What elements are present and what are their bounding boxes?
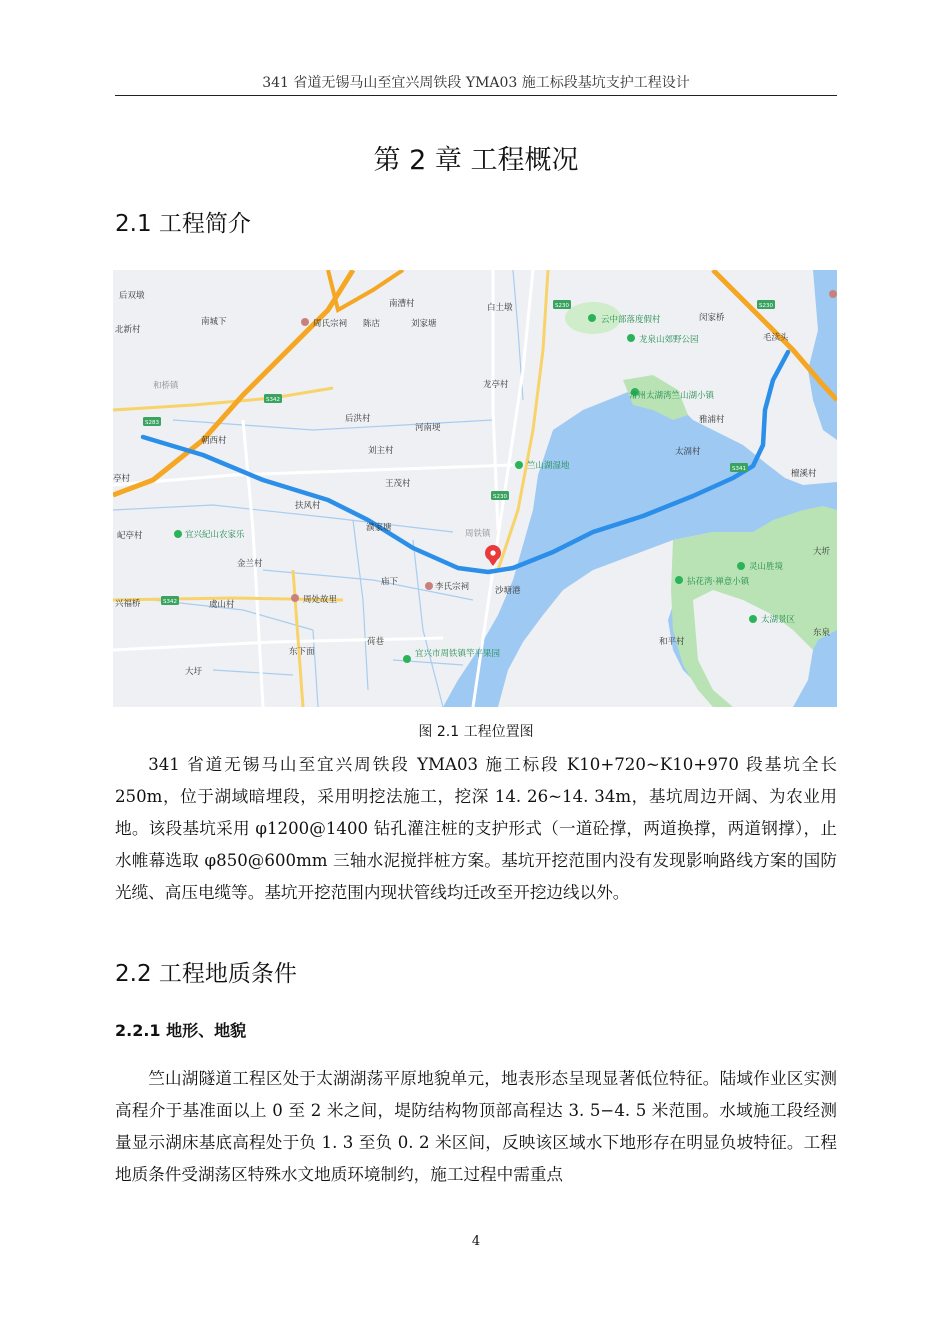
running-header: 341 省道无锡马山至宜兴周铁段 YMA03 施工标段基坑支护工程设计 <box>262 75 690 91</box>
svg-text:和平村: 和平村 <box>659 637 685 647</box>
svg-text:竺山湖湿地: 竺山湖湿地 <box>527 461 570 471</box>
section-heading-2-2: 2.2 工程地质条件 <box>115 961 297 987</box>
svg-text:南城下: 南城下 <box>201 317 227 327</box>
page-number: 4 <box>471 1234 481 1249</box>
svg-text:檀溪村: 檀溪村 <box>791 469 817 479</box>
svg-text:刘家塘: 刘家塘 <box>411 319 437 329</box>
svg-text:雅浦村: 雅浦村 <box>699 415 725 425</box>
svg-text:S230: S230 <box>555 303 569 309</box>
chapter-title: 第 2 章 工程概况 <box>373 145 579 176</box>
svg-text:朝西村: 朝西村 <box>201 436 227 446</box>
svg-text:云中部落度假村: 云中部落度假村 <box>601 315 661 325</box>
svg-text:太滆村: 太滆村 <box>675 447 701 457</box>
svg-text:宜兴市周铁镇竿平果园: 宜兴市周铁镇竿平果园 <box>415 649 501 659</box>
svg-text:河南埂: 河南埂 <box>415 423 441 433</box>
svg-text:兴福桥: 兴福桥 <box>115 599 141 609</box>
svg-text:大圻: 大圻 <box>813 547 831 557</box>
svg-text:毛渎头: 毛渎头 <box>763 333 789 343</box>
svg-text:沙塘港: 沙塘港 <box>495 586 521 596</box>
svg-text:S283: S283 <box>145 420 159 426</box>
svg-text:太湖景区: 太湖景区 <box>761 615 796 625</box>
svg-text:濮家塘: 濮家塘 <box>366 523 392 533</box>
figure-caption: 图 2.1 工程位置图 <box>418 724 534 740</box>
svg-text:扶风村: 扶风村 <box>295 501 321 511</box>
svg-text:王茂村: 王茂村 <box>385 479 411 489</box>
svg-text:刘主村: 刘主村 <box>368 446 394 456</box>
svg-text:白土墩: 白土墩 <box>487 303 513 313</box>
svg-text:和桥镇: 和桥镇 <box>153 381 179 391</box>
svg-text:S342: S342 <box>266 397 280 403</box>
svg-text:灵山胜境: 灵山胜境 <box>749 562 784 572</box>
svg-text:北新村: 北新村 <box>115 325 141 335</box>
svg-text:荷巷: 荷巷 <box>367 637 385 647</box>
svg-text:宜兴紀山农家乐: 宜兴紀山农家乐 <box>185 530 245 540</box>
svg-text:后洪村: 后洪村 <box>345 414 371 424</box>
svg-text:龙亭村: 龙亭村 <box>483 380 509 390</box>
map-canvas <box>113 270 837 707</box>
svg-text:拈花湾·禅意小镇: 拈花湾·禅意小镇 <box>687 577 750 587</box>
svg-text:庙下: 庙下 <box>381 577 399 587</box>
svg-text:周氏宗祠: 周氏宗祠 <box>313 319 348 329</box>
section-heading-2-1: 2.1 工程简介 <box>115 211 251 237</box>
svg-text:金兰村: 金兰村 <box>237 559 263 569</box>
header-rule <box>115 95 837 96</box>
svg-text:陈店: 陈店 <box>363 319 381 329</box>
svg-text:S341: S341 <box>732 466 746 472</box>
svg-text:龙泉山郊野公园: 龙泉山郊野公园 <box>639 335 699 345</box>
svg-text:周铁镇: 周铁镇 <box>465 529 491 539</box>
svg-text:后双墩: 后双墩 <box>119 291 145 301</box>
paragraph-terrain: 竺山湖隧道工程区处于太湖湖荡平原地貌单元，地表形态呈现显著低位特征。陆域作业区实测高程介于基准面以上 0 至 2 米之间，堤防结构物顶部高程达 3. 5−4. 5 米范围。水域施工段经测量显示湖床基底高程处于负 1. 3 至负 0. 2 米区间，反映该区域水下地形存在明显负坡特征。工程地质条件受湖荡区特殊水文地质环境制约，施工过程中需重点 <box>115 1069 837 1184</box>
location-map <box>113 270 837 707</box>
svg-text:屺亭村: 屺亭村 <box>117 531 143 541</box>
svg-text:闵家桥: 闵家桥 <box>699 313 725 323</box>
svg-text:大圩: 大圩 <box>185 667 203 677</box>
svg-text:东泉: 东泉 <box>813 628 831 638</box>
svg-text:常州太湖湾竺山湖小镇: 常州太湖湾竺山湖小镇 <box>629 391 715 401</box>
svg-text:S342: S342 <box>163 599 177 605</box>
svg-text:S230: S230 <box>493 494 507 500</box>
svg-text:东下面: 东下面 <box>289 647 315 657</box>
svg-text:虞山村: 虞山村 <box>209 600 235 610</box>
svg-text:李氏宗祠: 李氏宗祠 <box>435 582 470 592</box>
subsection-heading-2-2-1: 2.2.1 地形、地貌 <box>115 1021 247 1040</box>
svg-text:亭村: 亭村 <box>113 474 131 484</box>
svg-text:S230: S230 <box>759 303 773 309</box>
svg-text:周处故里: 周处故里 <box>303 595 338 605</box>
paragraph-project-intro: 341 省道无锡马山至宜兴周铁段 YMA03 施工标段 K10+720~K10+970 段基坑全长 250m，位于湖域暗埋段，采用明挖法施工，挖深 14. 26~14. 34m，基坑周边开阔、为农业用地。该段基坑采用 φ1200@1400 钻孔灌注桩的支护形式（一道砼撑，两道换撑，两道钢撑），止水帷幕选取 φ850@600mm 三轴水泥搅拌桩方案。基坑开挖范围内没有发现影响路线方案的国防光缆、高压电缆等。基坑开挖范围内现状管线均迁改至开挖边线以外。 <box>115 755 837 902</box>
svg-text:南漕村: 南漕村 <box>389 299 415 309</box>
